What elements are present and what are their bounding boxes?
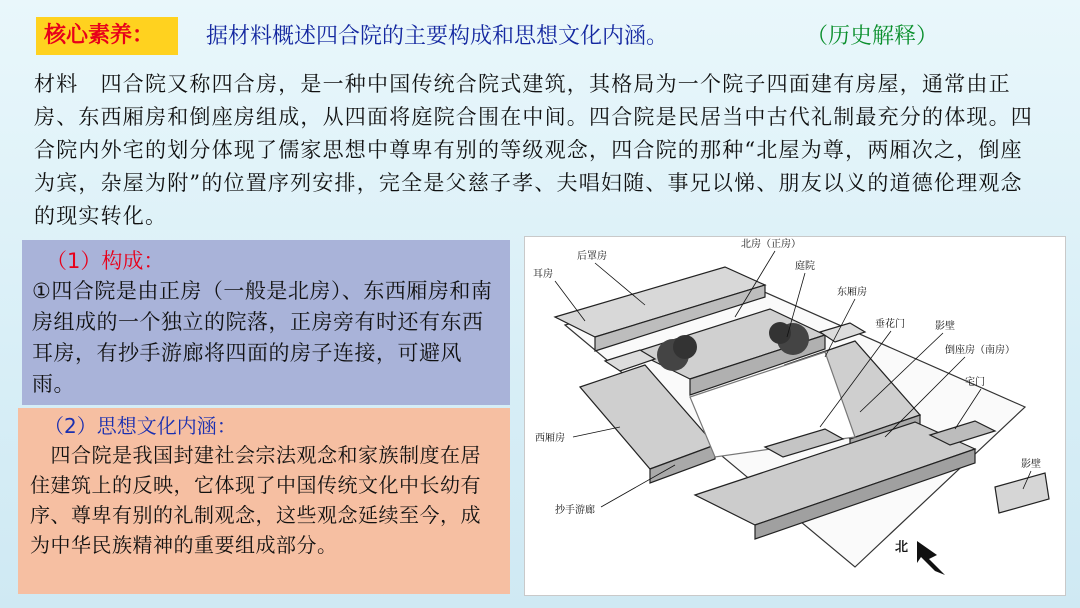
label-xixiang: 西厢房 [535, 433, 565, 444]
composition-text: ①四合院是由正房（一般是北房）、东西厢房和南房组成的一个独立的院落，正房旁有时还有东西耳房，有抄手游廊将四面的房子连接，可避风雨。 [32, 279, 493, 396]
culture-title: （2）思想文化内涵： [44, 414, 237, 438]
culture-box [18, 408, 510, 594]
label-tingyuan: 庭院 [795, 261, 815, 272]
north-arrow-icon [917, 541, 945, 575]
skill-tag: （历史解释） [806, 24, 939, 49]
material-text: 材料 四合院又称四合房，是一种中国传统合院式建筑，其格局为一个院子四面建有房屋，通常由正房、东西厢房和倒座房组成，从四面将庭院合围在中间。四合院是民居当中古代礼制最充分的体现。四合院内外宅的划分体现了儒家思想中尊卑有别的等级观念，四合院的那种“北屋为尊，两厢次之，倒座为宾，杂屋为附”的位置序列安排，完全是父慈子孝、夫唱妇随、事兄以悌、朋友以义的道德伦理观念的现实转化。 [34, 72, 1033, 228]
composition-title: （1）构成： [46, 249, 165, 273]
label-daozuo: 倒座房（南房） [945, 345, 1015, 356]
label-beifang: 北房（正房） [741, 239, 801, 250]
label-yingbi-2: 影壁 [1021, 459, 1041, 470]
label-houzhao: 后罩房 [577, 251, 607, 262]
core-literacy-badge: 核心素养： [36, 17, 178, 55]
label-zhaimen: 宅门 [965, 377, 985, 388]
culture-text: 四合院是我国封建社会宗法观念和家族制度在居住建筑上的反映，它体现了中国传统文化中长幼有序、尊卑有别的礼制观念，这些观念延续至今，成为中华民族精神的重要组成部分。 [30, 443, 481, 557]
courtyard-buildings [555, 267, 1049, 567]
siheyuan-illustration [525, 237, 1065, 595]
composition-box [22, 240, 510, 405]
label-dongxiang: 东厢房 [837, 287, 867, 298]
label-north: 北 [895, 540, 909, 555]
label-chaoshou: 抄手游廊 [555, 505, 595, 516]
siheyuan-diagram [524, 236, 1066, 596]
label-erfang: 耳房 [533, 269, 553, 280]
header [36, 14, 1076, 58]
label-chuihua: 垂花门 [875, 319, 905, 330]
label-yingbi-1: 影壁 [935, 321, 955, 332]
task-prompt: 据材料概述四合院的主要构成和思想文化内涵。 [206, 24, 669, 49]
